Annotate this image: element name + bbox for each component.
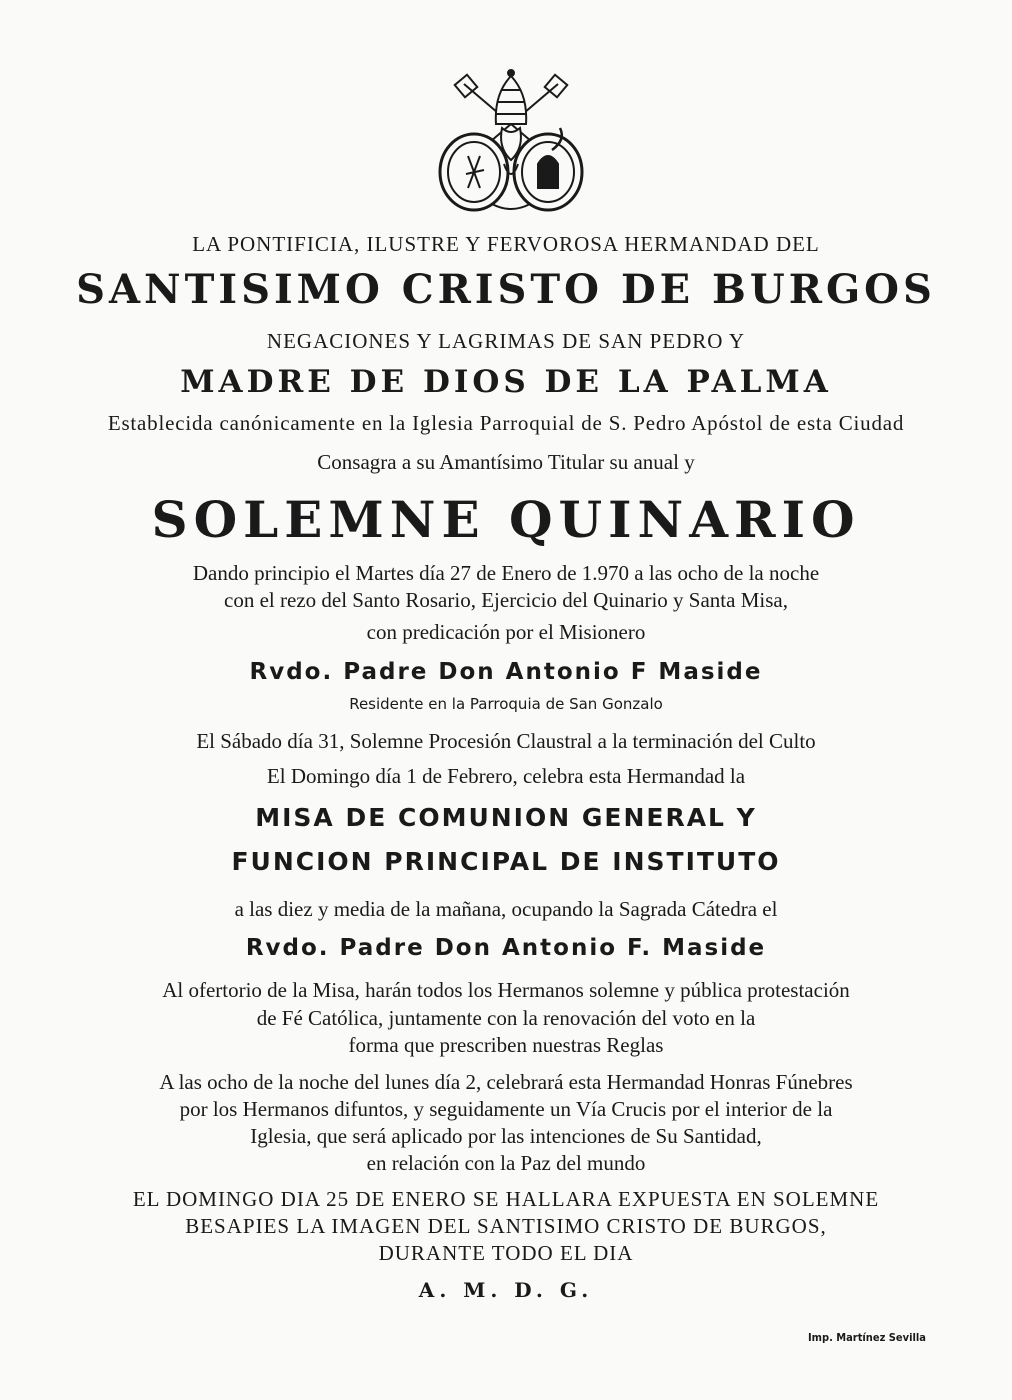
body-p1-line-3: con predicación por el Misionero [366, 620, 646, 644]
printer-imprint: Imp. Martínez Sevilla [808, 1331, 926, 1344]
body-p5-line-1: Al ofertorio de la Misa, harán todos los Hermanos solemne y pública protestación [162, 978, 850, 1002]
body-p3: El Domingo día 1 de Febrero, celebra esta Hermandad la [266, 764, 746, 788]
mass-title-2: FUNCION PRINCIPAL DE INSTITUTO [231, 847, 781, 876]
body-p7-line-1: EL DOMINGO DIA 25 DE ENERO SE HALLARA EXPUESTA EN SOLEMNE [132, 1187, 880, 1211]
brotherhood-coat-of-arms-icon [432, 64, 590, 214]
virgin-title: MADRE DE DIOS DE LA PALMA [180, 364, 832, 400]
header-line-1: LA PONTIFICIA, ILUSTRE Y FERVOROSA HERMANDAD DEL [192, 232, 820, 256]
preacher-1: Rvdo. Padre Don Antonio F Maside [249, 659, 763, 685]
preacher-2: Rvdo. Padre Don Antonio F. Maside [245, 935, 767, 961]
body-p6-line-4: en relación con la Paz del mundo [366, 1151, 646, 1175]
motto-amdg: A. M. D. G. [418, 1278, 594, 1302]
body-p6-line-2: por los Hermanos difuntos, y seguidamente un Vía Crucis por el interior de la [179, 1097, 833, 1121]
header-line-2: NEGACIONES Y LAGRIMAS DE SAN PEDRO Y [266, 329, 746, 353]
preacher-1-note: Residente en la Parroquia de San Gonzalo [349, 695, 663, 713]
header-line-3: Establecida canónicamente en la Iglesia Parroquial de S. Pedro Apóstol de esta Ciudad [107, 411, 905, 435]
body-p2: El Sábado día 31, Solemne Procesión Claustral a la terminación del Culto [196, 729, 816, 753]
mass-title-1: MISA DE COMUNION GENERAL Y [255, 803, 757, 832]
body-p7-line-2: BESAPIES LA IMAGEN DEL SANTISIMO CRISTO DE BURGOS, [185, 1214, 827, 1238]
body-p1-line-1: Dando principio el Martes día 27 de Enero de 1.970 a las ocho de la noche [192, 561, 820, 585]
body-p6-line-3: Iglesia, que será aplicado por las intenciones de Su Santidad, [250, 1124, 762, 1148]
body-p5-line-2: de Fé Católica, juntamente con la renovación del voto en la [256, 1006, 756, 1030]
body-p6-line-1: A las ocho de la noche del lunes día 2, celebrará esta Hermandad Honras Fúnebres [159, 1070, 853, 1094]
body-p5-line-3: forma que prescriben nuestras Reglas [348, 1033, 664, 1057]
body-p1-line-2: con el rezo del Santo Rosario, Ejercicio del Quinario y Santa Misa, [224, 588, 788, 612]
body-p4: a las diez y media de la mañana, ocupando la Sagrada Cátedra el [234, 897, 778, 921]
header-line-4: Consagra a su Amantísimo Titular su anual y [317, 450, 695, 474]
body-p7-line-3: DURANTE TODO EL DIA [378, 1241, 634, 1265]
brotherhood-title: SANTISIMO CRISTO DE BURGOS [76, 266, 936, 313]
main-title: SOLEMNE QUINARIO [151, 490, 861, 549]
